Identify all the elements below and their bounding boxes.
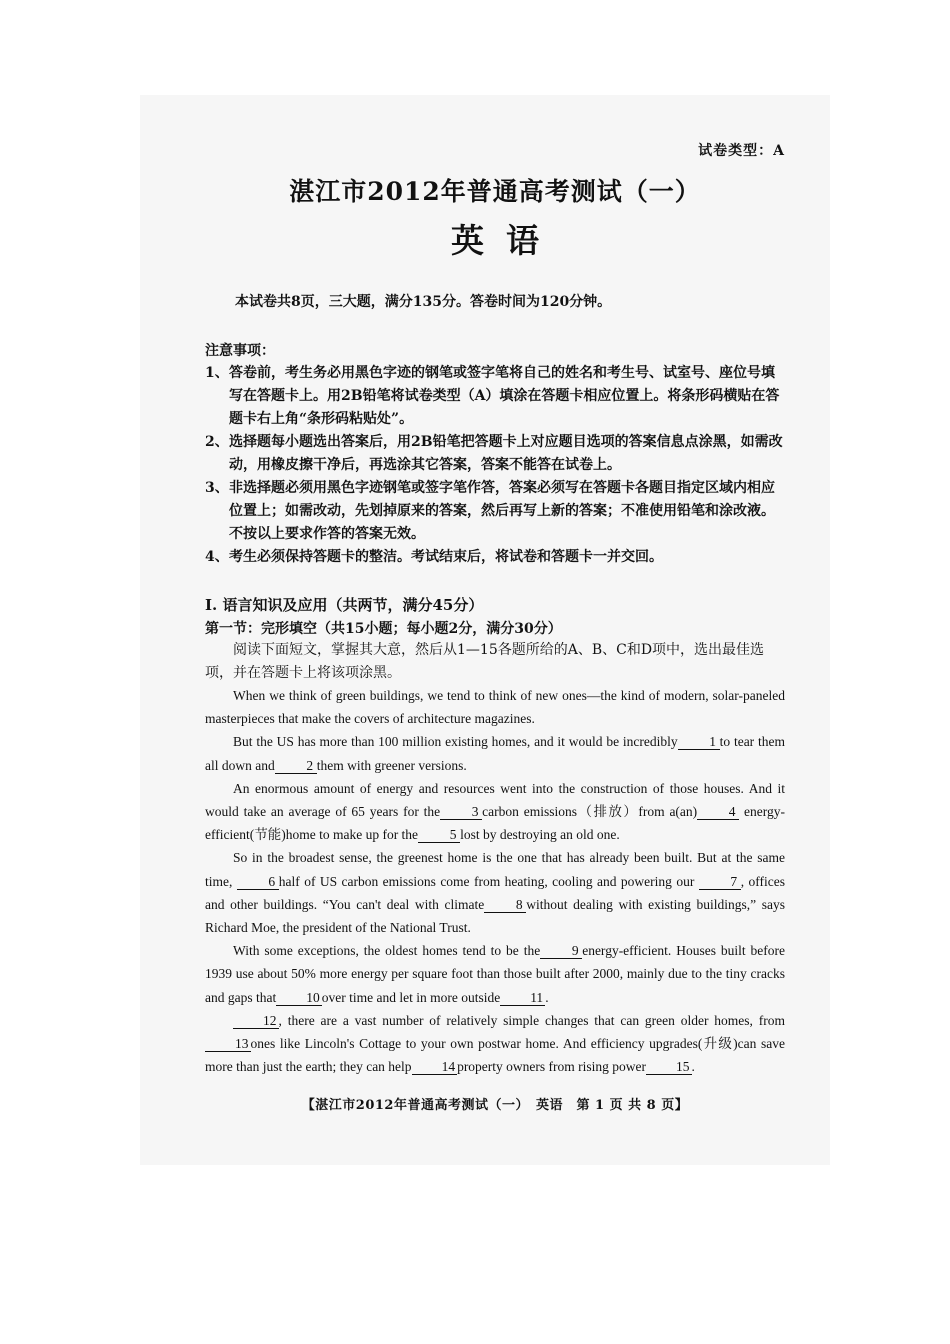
notice-list — [205, 362, 785, 569]
exam-title: 湛江市2012年普通高考测试（一） — [289, 177, 701, 206]
passage-text: . — [691, 1059, 695, 1075]
subsection-title: 第一节：完形填空（共15小题；每小题2分，满分30分） — [205, 621, 562, 637]
cloze-blank: 13 — [205, 1036, 251, 1052]
passage-paragraph — [205, 777, 785, 847]
cloze-blank: 7 — [699, 874, 741, 890]
notice-number: 1、 — [205, 365, 229, 381]
notice-text: 选择题每小题选出答案后，用2B铅笔把答题卡上对应题目选项的答案信息点涂黑，如需改动，用橡皮擦干净后，再选涂其它答案，答案不能答在试卷上。 — [229, 434, 783, 473]
cloze-blank: 15 — [646, 1059, 692, 1075]
passage-text: to tear them all down and — [205, 734, 785, 773]
notice-number: 2、 — [205, 434, 229, 450]
passage-text: them with greener versions. — [316, 757, 467, 773]
page-footer: 【湛江市2012年普通高考测试（一） 英语 第 1 页 共 8 页】 — [301, 1098, 689, 1113]
passage-text: lost by destroying an old one. — [460, 827, 620, 843]
passage-text: property owners from rising power — [457, 1059, 647, 1075]
passage-text: An enormous amount of energy and resources went into the construction of those houses. And it would take an average of 65 years for the — [205, 780, 785, 820]
passage-text: energy-efficient. Houses built before 1939 use about 50% more energy per square foot than those built after 2000, mainly due to the tiny cracks and gaps that — [205, 943, 785, 1005]
cloze-blank: 12 — [233, 1013, 279, 1029]
notice-item — [205, 431, 785, 477]
cloze-blank: 1 — [678, 734, 720, 750]
passage-text: , there are a vast number of relatively simple changes that can green older homes, from — [278, 1012, 785, 1028]
passage-text: , offices and other buildings. “You can't deal with climate — [205, 873, 786, 912]
paper-type-label: 试卷类型：A — [698, 143, 785, 159]
section-title: Ⅰ. 语言知识及应用（共两节，满分45分） — [205, 596, 484, 614]
cloze-blank: 14 — [412, 1059, 458, 1075]
passage-text: ones like Lincoln's Cottage to your own postwar home. And efficiency upgrades(升级)can save more than just the earth; they can help — [205, 1036, 785, 1075]
passage-text: . — [545, 989, 549, 1005]
notice-number: 3、 — [205, 480, 229, 496]
cloze-blank: 6 — [237, 874, 279, 890]
passage-paragraph — [205, 846, 785, 939]
cloze-blank: 9 — [540, 943, 582, 959]
passage-paragraph — [205, 1009, 785, 1079]
cloze-blank: 10 — [276, 990, 322, 1006]
passage-paragraph — [205, 730, 785, 776]
cloze-passage — [205, 684, 785, 1078]
passage-paragraph: When we think of green buildings, we tend to think of new ones—the kind of modern, solar-paneled masterpieces that make the covers of architecture magazines. — [205, 688, 785, 727]
cloze-blank: 2 — [275, 758, 317, 774]
notice-item — [205, 477, 785, 546]
cloze-blank: 4 — [697, 804, 739, 820]
notice-item — [205, 546, 785, 569]
cloze-blank: 3 — [440, 804, 482, 820]
cloze-blank: 5 — [418, 827, 460, 843]
passage-text: half of US carbon emissions come from heating, cooling and powering our — [278, 873, 695, 889]
cloze-blank: 8 — [484, 897, 526, 913]
notice-heading: 注意事项： — [205, 343, 275, 359]
subject-title: 英语 — [451, 221, 561, 260]
notice-item — [205, 362, 785, 431]
cloze-blank: 11 — [500, 990, 545, 1006]
notice-text: 答卷前，考生务必用黑色字迹的钢笔或签字笔将自己的姓名和考生号、试室号、座位号填写在答题卡上。用2B铅笔将试卷类型（A）填涂在答题卡相应位置上。将条形码横贴在答题卡右上角“条形码粘贴处”。 — [229, 365, 780, 427]
passage-text: over time and let in more outside — [321, 989, 501, 1005]
passage-text: With some exceptions, the oldest homes tend to be the — [233, 943, 541, 959]
section-instructions: 阅读下面短文，掌握其大意，然后从1—15各题所给的A、B、C和D项中，选出最佳选项，并在答题卡上将该项涂黑。 — [205, 642, 765, 681]
passage-text: But the US has more than 100 million existing homes, and it would be incredibly — [233, 734, 678, 750]
passage-paragraph — [205, 939, 785, 1009]
passage-text: energy-efficient(节能)home to make up for the — [205, 804, 786, 843]
notice-text: 考生必须保持答题卡的整洁。考试结束后，将试卷和答题卡一并交回。 — [229, 549, 663, 565]
passage-text: So in the broadest sense, the greenest home is the one that has already been built. But at the same time, — [205, 850, 785, 889]
exam-intro: 本试卷共8页，三大题，满分135分。答卷时间为120分钟。 — [235, 294, 612, 310]
notice-text: 非选择题必须用黑色字迹钢笔或签字笔作答，答案必须写在答题卡各题目指定区域内相应位置上；如需改动，先划掉原来的答案，然后再写上新的答案；不准使用铅笔和涂改液。不按以上要求作答的答案无效。 — [229, 480, 775, 542]
passage-text: without dealing with existing buildings,” says Richard Moe, the president of the National Trust. — [205, 896, 785, 936]
passage-text: carbon emissions（排放）from a(an) — [482, 804, 698, 820]
notice-number: 4、 — [205, 549, 229, 565]
